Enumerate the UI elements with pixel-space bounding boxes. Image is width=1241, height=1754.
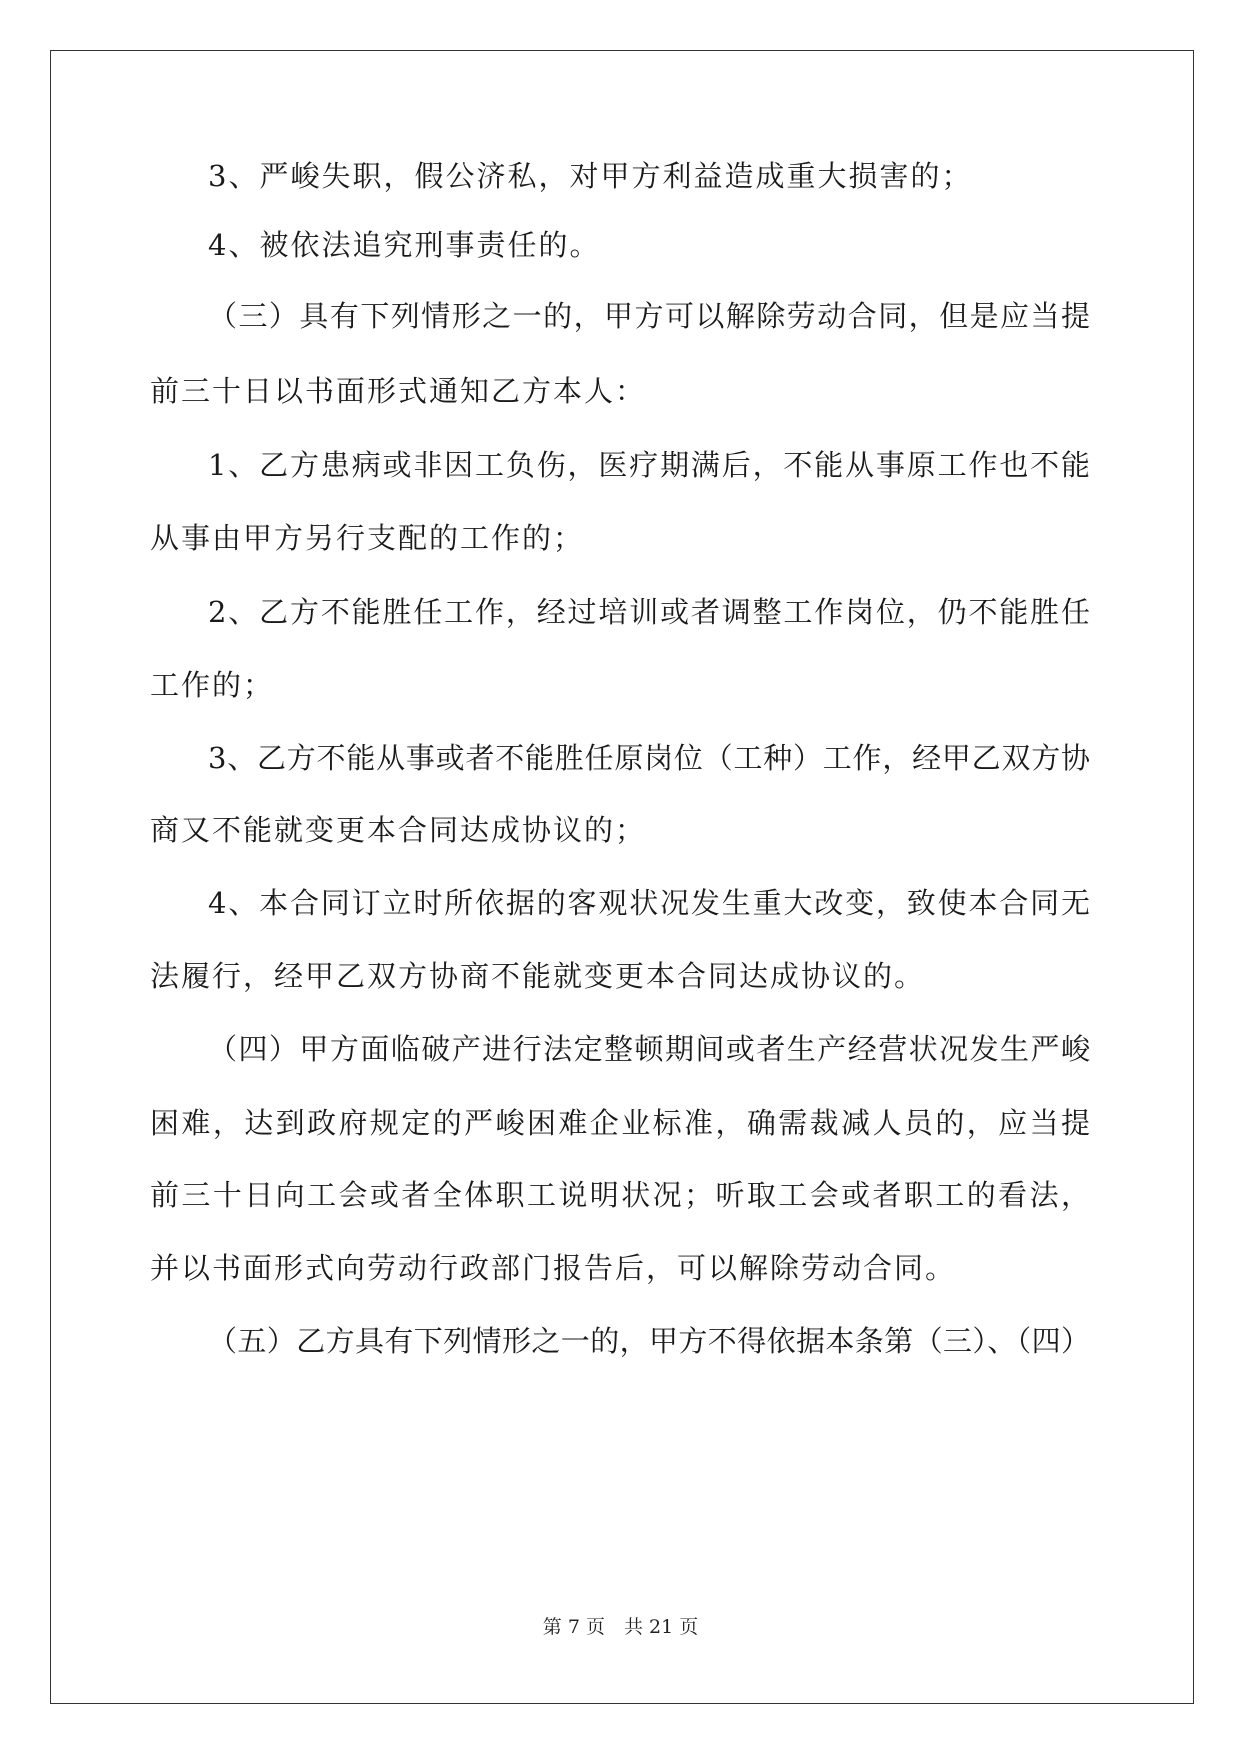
text-line: 4、被依法追究刑事责任的。: [208, 228, 601, 262]
text-line: 法履行，经甲乙双方协商不能就变更本合同达成协议的。: [150, 959, 926, 993]
text-line: 3、乙方不能从事或者不能胜任原岗位（工种）工作，经甲乙双方协: [208, 741, 1090, 775]
page-number: 第 7 页 共 21 页: [542, 1616, 699, 1638]
text-line: 工作的；: [150, 668, 275, 702]
text-line: 3、严峻失职，假公济私，对甲方利益造成重大损害的；: [208, 159, 973, 193]
text-line: 前三十日以书面形式通知乙方本人：: [150, 374, 647, 408]
text-line: 2、乙方不能胜任工作，经过培训或者调整工作岗位，仍不能胜任: [208, 595, 1090, 629]
text-line: 前三十日向工会或者全体职工说明状况；听取工会或者职工的看法，: [150, 1178, 1090, 1212]
text-line: 4、本合同订立时所依据的客观状况发生重大改变，致使本合同无: [208, 886, 1090, 920]
text-line: （三）具有下列情形之一的，甲方可以解除劳动合同，但是应当提: [208, 299, 1090, 333]
text-line: （四）甲方面临破产进行法定整顿期间或者生产经营状况发生严峻: [208, 1032, 1090, 1066]
text-line: 1、乙方患病或非因工负伤，医疗期满后，不能从事原工作也不能: [208, 448, 1090, 482]
text-line: 并以书面形式向劳动行政部门报告后，可以解除劳动合同。: [150, 1251, 957, 1285]
text-line: 商又不能就变更本合同达成协议的；: [150, 813, 647, 847]
text-line: 从事由甲方另行支配的工作的；: [150, 521, 585, 555]
text-line: （五）乙方具有下列情形之一的，甲方不得依据本条第（三）、（四）: [208, 1324, 1090, 1358]
text-line: 困难，达到政府规定的严峻困难企业标准，确需裁减人员的，应当提: [150, 1106, 1090, 1140]
